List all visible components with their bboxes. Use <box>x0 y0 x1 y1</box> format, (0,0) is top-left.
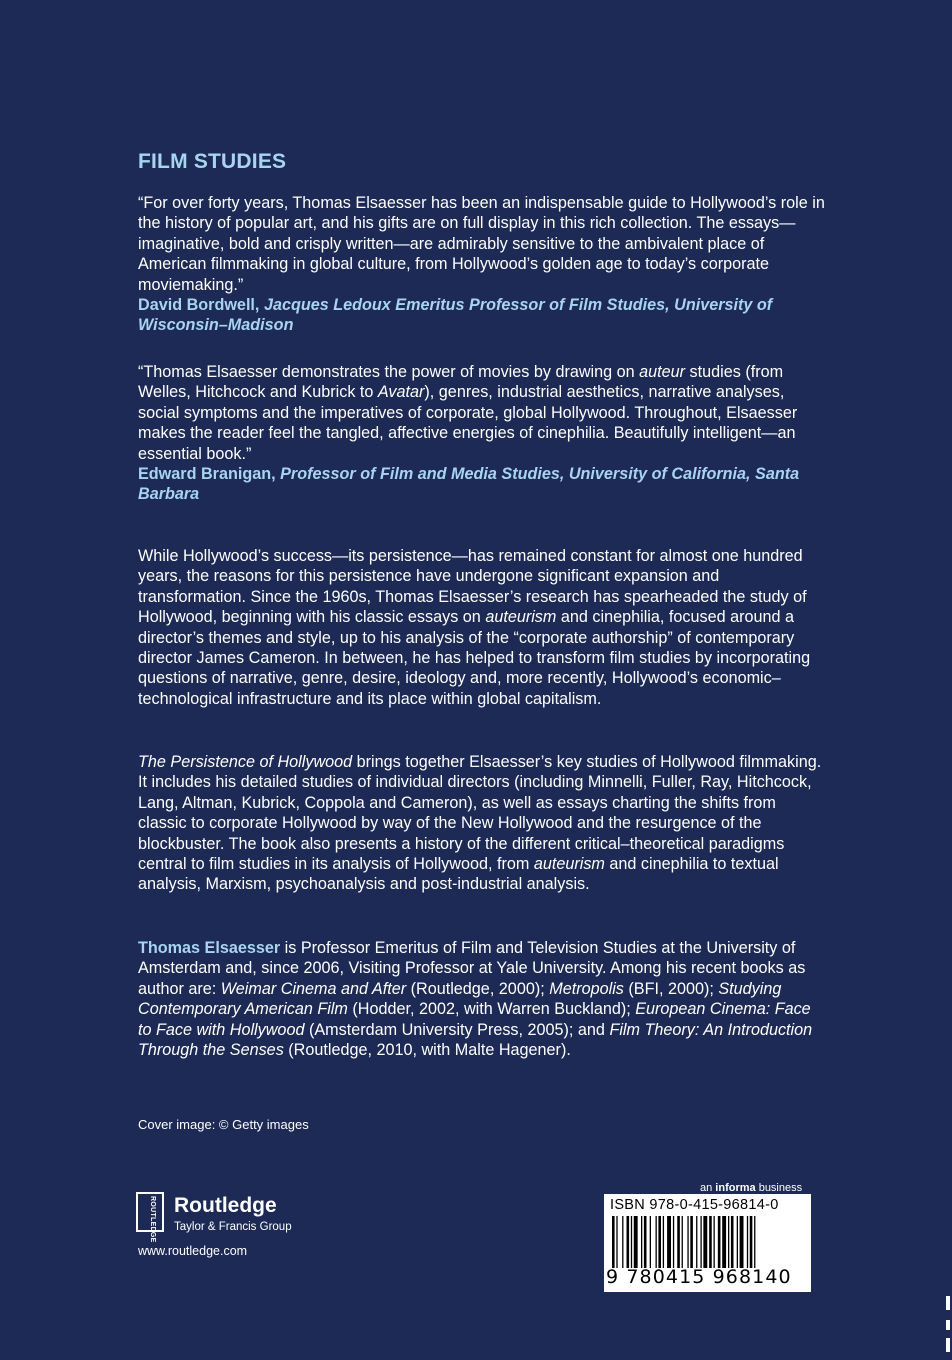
barcode-digits: 9 780415 968140 <box>606 1266 792 1288</box>
informa-prefix: an <box>700 1182 716 1194</box>
quote-author: David Bordwell, <box>138 296 260 315</box>
publisher-group: Taylor & Francis Group <box>174 1221 292 1233</box>
informa-suffix: business <box>755 1182 803 1194</box>
edge-mark <box>946 1296 950 1310</box>
informa-tagline <box>700 1182 802 1194</box>
cover-credit: Cover image: © Getty images <box>138 1117 309 1132</box>
quote-text: “For over forty years, Thomas Elsaesser has been an indispensable guide to Hollywood’s role in the history of popular art, and his gifts are on full display in this rich collection. The essays—imaginative, bold and crisply written—are admirably sensitive to the ambivalent place of American filmmaking in global culture, from Hollywood’s golden age to today’s corporate moviemaking.” <box>138 194 825 294</box>
barcode-bar <box>722 1216 726 1268</box>
quote-attribution <box>138 464 828 505</box>
bio-text-part: (BFI, 2000); <box>623 979 719 998</box>
publisher-name: Routledge <box>174 1194 277 1217</box>
book-title: Studying Contemporary American Film <box>138 979 782 1019</box>
barcode-bar <box>728 1216 729 1268</box>
quote-bordwell <box>138 193 828 336</box>
barcode-bar <box>750 1216 753 1268</box>
barcode-bar <box>703 1216 707 1268</box>
blurb-text-part: and cinephilia, focused around a director’s themes and style, up to his analysis of the “corporate authorship” of contemporary director James Cameron. In between, he has helped to transform film studies by incorporating questions of narrative, genre, desire, ideology and, more recently, Hollywood’s economic–technological infrastructure and its place within global capitalism. <box>138 608 811 708</box>
barcode-bar <box>709 1216 712 1268</box>
barcode-bar <box>627 1216 630 1268</box>
barcode-bar <box>650 1216 651 1268</box>
barcode-bar <box>658 1216 661 1268</box>
book-title: Weimar Cinema and After <box>220 979 407 998</box>
bio-text-part: (Amsterdam University Press, 2005); and <box>304 1020 610 1039</box>
barcode-bars <box>606 1216 808 1268</box>
book-title: Film Theory: An Introduction Through the Senses <box>138 1020 813 1060</box>
barcode-bar <box>631 1216 632 1268</box>
barcode-bar <box>700 1216 701 1268</box>
barcode-bar <box>622 1216 623 1268</box>
barcode-bar <box>663 1216 664 1268</box>
quote-affiliation: Professor of Film and Media Studies, University of California, Santa Barbara <box>138 465 800 504</box>
barcode-bar <box>754 1216 755 1268</box>
barcode-bar <box>682 1216 683 1268</box>
barcode-bar <box>641 1216 642 1268</box>
quote-text-part: studies (from Welles, Hitchcock and Kubrick to <box>138 363 784 402</box>
bio-text-part: (Routledge, 2000); <box>406 979 550 998</box>
quote-text-emphasis: Avatar <box>377 383 425 402</box>
publisher-url: www.routledge.com <box>138 1244 248 1258</box>
bio-text-part: (Routledge, 2010, with Malte Hagener). <box>283 1041 571 1060</box>
barcode-bar <box>696 1216 697 1268</box>
blurb-text-part: and cinephilia to textual analysis, Marxism, psychoanalysis and post-industrial analysis. <box>138 855 779 894</box>
quote-text-part: “Thomas Elsaesser demonstrates the power of movies by drawing on <box>138 363 640 381</box>
quote-attribution <box>138 295 828 336</box>
barcode-bar <box>656 1216 657 1268</box>
routledge-logo-icon <box>136 1192 164 1243</box>
barcode-bar <box>644 1216 647 1268</box>
blurb-paragraph-2 <box>138 752 828 895</box>
blurb-paragraph-1 <box>138 546 828 709</box>
barcode-bar <box>690 1216 693 1268</box>
bio-text <box>138 938 828 1060</box>
logo-letters: ROUTLEDGE <box>149 1196 156 1243</box>
isbn-barcode <box>604 1194 811 1292</box>
quote-text-emphasis: auteur <box>639 363 686 381</box>
quote-text <box>138 362 828 464</box>
book-title: Metropolis <box>549 979 624 998</box>
book-title: The Persistence of Hollywood <box>138 753 353 771</box>
blurb-text <box>138 546 828 709</box>
author-bio <box>138 938 828 1060</box>
barcode-bar <box>731 1216 734 1268</box>
blurb-text <box>138 752 828 895</box>
barcode-bar <box>616 1216 617 1268</box>
barcode-bar <box>677 1216 680 1268</box>
blurb-text-part: While Hollywood’s success—its persistence—has remained constant for almost one hundred years, the reasons for this persistence have undergone significant expansion and transformation. Since the 1960s, Thomas Elsaesser’s research has spearheaded the study of Hollywood, beginning with his classic essays on <box>138 547 807 627</box>
barcode-bar <box>714 1216 715 1268</box>
quote-text-part: ), genres, industrial aesthetics, narrative analyses, social symptoms and the imperatives of corporate, global Hollywood. Throughout, Elsaesser makes the reader feel the tangled, affective energies of cinephilia. Beautifully intelligent—an essential book.” <box>138 383 798 463</box>
blurb-text-part: brings together Elsaesser’s key studies of Hollywood filmmaking. It includes his detailed studies of individual directors (including Minnelli, Fuller, Ray, Hitchcock, Lang, Altman, Kubrick, Coppola and Cameron), as well as essays charting the shifts from classic to corporate Hollywood by way of the New Hollywood and the resurgence of the blockbuster. The book also presents a history of the different critical–theoretical paradigms central to film studies in its analysis of Hollywood, from <box>138 753 822 874</box>
blurb-emphasis: auteurism <box>485 608 557 627</box>
quote-author: Edward Branigan, <box>138 465 276 484</box>
blurb-emphasis: auteurism <box>533 855 605 874</box>
barcode-bar <box>612 1216 615 1268</box>
barcode-bar <box>687 1216 688 1268</box>
quote-branigan <box>138 362 828 505</box>
edge-mark <box>946 1320 950 1330</box>
barcode-bar <box>667 1216 671 1268</box>
barcode-bar <box>737 1216 738 1268</box>
section-heading: FILM STUDIES <box>138 150 287 173</box>
barcode-bar <box>740 1216 744 1268</box>
barcode-bar <box>634 1216 638 1268</box>
bio-text-part: (Hodder, 2002, with Warren Buckland); <box>347 1000 636 1019</box>
barcode-bar <box>747 1216 748 1268</box>
barcode-bar <box>673 1216 674 1268</box>
edge-mark <box>946 1338 950 1352</box>
quote-affiliation: Jacques Ledoux Emeritus Professor of Film Studies, University of Wisconsin–Madison <box>138 296 773 335</box>
isbn-label: ISBN 978-0-415-96814-0 <box>610 1197 779 1213</box>
bio-text-part: is Professor Emeritus of Film and Television Studies at the University of Amsterdam and, since 2006, Visiting Professor at Yale University. Among his recent books as author are: <box>138 939 806 998</box>
book-title: European Cinema: Face to Face with Hollywood <box>138 1000 811 1039</box>
author-name: Thomas Elsaesser <box>138 939 281 957</box>
barcode-bar <box>718 1216 721 1268</box>
informa-brand: informa <box>715 1182 756 1194</box>
